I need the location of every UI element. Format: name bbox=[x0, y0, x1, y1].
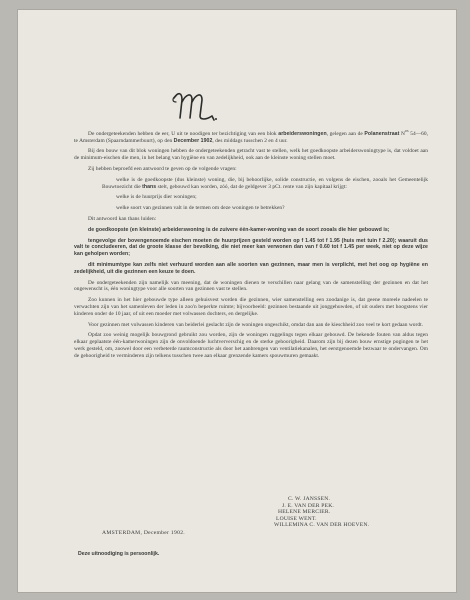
question-3: welke soort van gezinnen valt in de termen om deze woningen te betrekken? bbox=[116, 205, 285, 212]
signatory: J. E. VAN DER PEK. bbox=[282, 502, 335, 509]
letter-body bbox=[74, 128, 428, 364]
paragraph-unsuitable-families: Voor gezinnen met volwassen kinderen van beiderlei geslacht zijn de woningen ongeschikt, omdat dan aan de kieschheid zoo veel te kort gedaan wordt. bbox=[88, 321, 424, 328]
signatory: WILLEMINA C. VAN DER HOEVEN. bbox=[274, 522, 370, 529]
paragraph-purpose: Bij den bouw van dit blok woningen hebben de ondergeteekenden getracht vast te stellen, welk het goedkoopste arbeiderswoningtype is, dat voldoet aan de minimum-eischen die men, in het belang van hygiëne en van zedelijkheid, ook aan de kleinste woning stellen moet. bbox=[74, 148, 428, 162]
answer-3: dit minimumtype kan zelfs niet verhuurd worden aan alle soorten van gezinnen, maar men is verplicht, met het oog op hygiëne en zedelijkheid, uit die gezinnen een keuze te doen. bbox=[74, 261, 428, 275]
answer-2: tengevolge der bovengenoemde eischen moeten de huurprijzen gesteld worden op f 1.45 tot f 1.95 (huis met tuin f 2.20); waaruit dus valt te concludeeren, dat de groote klasse der bevolking, die niet meer kan verwonen dan van f 0.60 tot f 1.45 per week, niet op deze wijze kan geholpen worden; bbox=[74, 237, 428, 258]
signatory: HELENE MERCIER. bbox=[278, 509, 331, 516]
signatory: C. W. JANSSEN. bbox=[288, 496, 331, 502]
paragraph-invitation: De ondergeteekenden hebben de eer, U uit te noodigen ter bezichtiging van een blok arbeiderswoningen, gelegen aan de Polanenstraat $N^{os}$ 54—60, te Amsterdam (Spaarndammerbuurt), op den December 1902, des middags tusschen 2 en 4 uur. bbox=[74, 128, 429, 144]
signatures bbox=[274, 496, 444, 529]
answers-intro: Dit antwoord kan thans luiden: bbox=[88, 215, 157, 222]
question-1: welke is de goedkoopste (dus kleinste) woning, die, bij behoorlijke, solide constructie, en volgens de eischen, zooals het Gemeentelijk Bouwtoezicht die thans stelt, gebouwd kan worden, zóó, dat de geldgever 3 pCt. rente van zijn kapitaal krijgt: bbox=[102, 176, 428, 190]
letter-sheet bbox=[18, 10, 456, 592]
paragraph-opinion: De ondergeteekenden zijn namelijk van meening, dat de woningen dienen te verschillen naar gelang van de samenstelling der gezinnen en dat het ongewenscht is, één woningtype voor alle soorten van gezinnen vast te stellen. bbox=[74, 279, 428, 293]
question-2: welke is de huurprijs dier woningen; bbox=[116, 194, 197, 201]
paragraph-suitable-families: Zoo kunnen in het hier gebouwde type alleen gehuisvest worden die gezinnen, wier samenstelling een zoodanige is, dat geene moreele nadeelen te verwachten zijn van het samenleven der leden in zoo'n beperkte ruimte; bijvoorbeeld: gezinnen bestaande uit jonggehuwden, of uit ouders met hoogstens vier kinderen onder de 10 jaar, of uit een moeder met volwassen dochters, en dergelijke. bbox=[74, 297, 428, 317]
place-date: AMSTERDAM, December 1902. bbox=[102, 530, 186, 536]
paragraph-questions-intro: Zij hebben beproefd een antwoord te geven op de volgende vragen: bbox=[88, 165, 237, 172]
paragraph-construction: Opdat zoo weinig mogelijk bouwgrond gebruikt zou worden, zijn de woningen ruggelings tegen elkaar gebouwd. De bekende fouten van aldus tegen elkaar geplaatste één-kamerwoningen zijn de onvoldoende luchtververschig en de sterke gehoorigheid. Daarom zijn bij dezen bouw ernstige pogingen te het werk gesteld, om, zoowel door een verbeterde raumconstructie als door het aanbrengen van ventilatiekanalen, het eerstgenoemde bezwaar te ondervangen. Om de gehoorigheid te verminderen zijn telkens tusschen twee aan elkaar grenzende kamers spouwmuren gemaakt. bbox=[74, 332, 428, 359]
letter bbox=[18, 10, 456, 592]
signatory: LOUISE WENT. bbox=[276, 515, 317, 522]
footnote-personal-invitation: Deze uitnoodiging is persoonlijk. bbox=[78, 551, 160, 557]
answer-1: de goedkoopste (en kleinste) arbeiderswoning is de zuivere één-kamer-woning van de soort zooals die hier gebouwd is; bbox=[88, 226, 390, 233]
handwritten-salutation-m bbox=[168, 88, 248, 124]
